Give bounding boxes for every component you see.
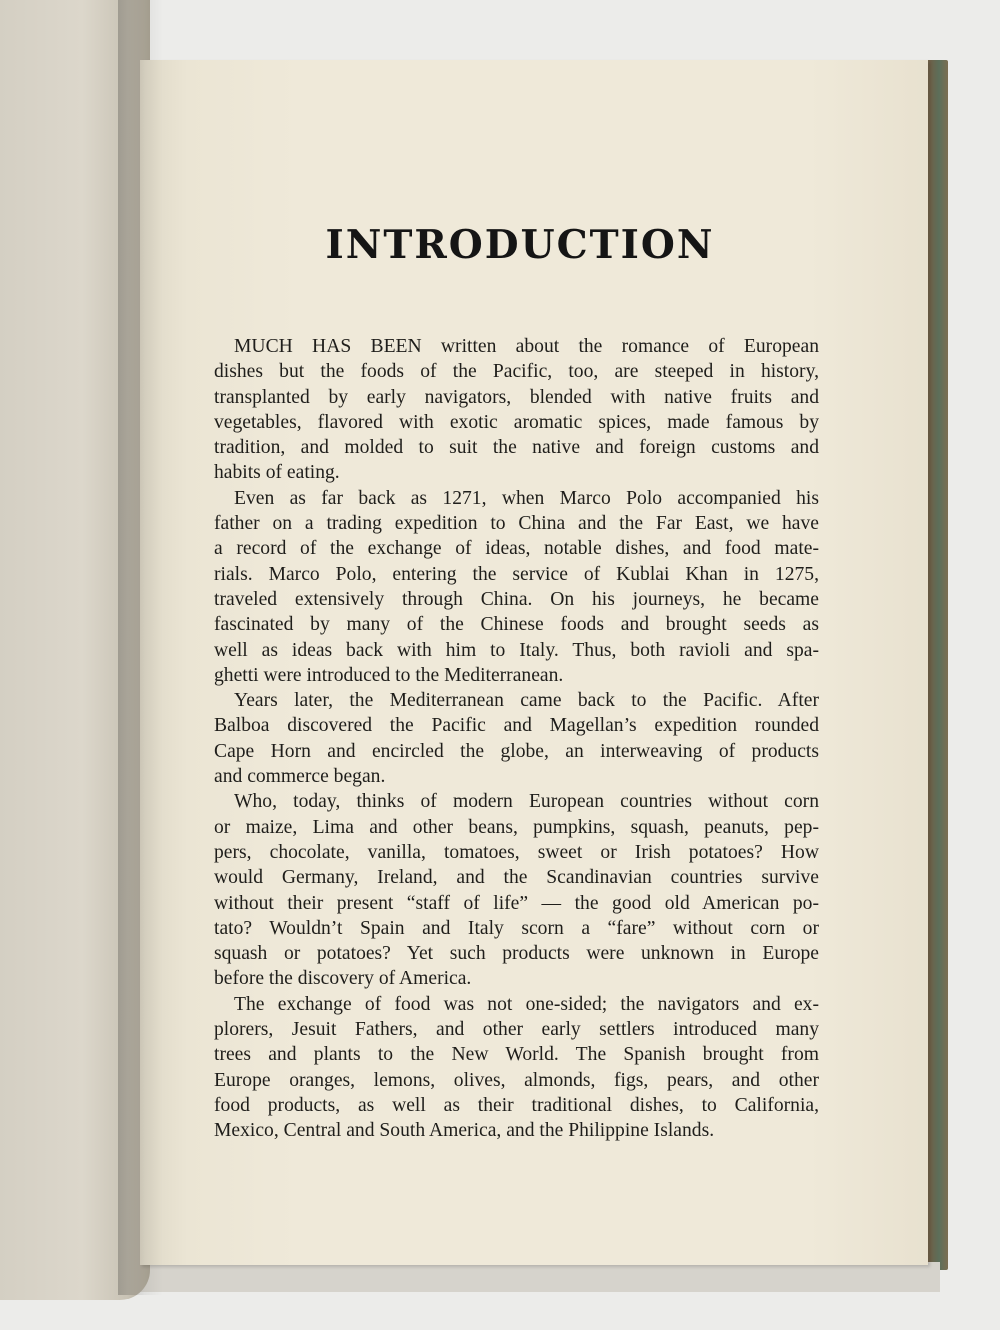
text-line: The exchange of food was not one-sided; the navigators and ex- — [234, 993, 819, 1015]
text-line: squash or potatoes? Yet such products were unknown in Europe — [214, 943, 819, 965]
paragraph — [214, 789, 819, 991]
book-gutter-shadow — [118, 0, 163, 1295]
text-line: plorers, Jesuit Fathers, and other early settlers introduced many — [214, 1019, 819, 1041]
text-line: without their present “staff of life” — the good old American po- — [214, 892, 819, 914]
paragraph — [214, 992, 819, 1144]
text-line: dishes but the foods of the Pacific, too, are steeped in history, — [214, 361, 819, 383]
text-line: transplanted by early navigators, blended with native fruits and — [214, 386, 819, 408]
text-line: Who, today, thinks of modern European countries without corn — [234, 791, 819, 813]
text-line: ghetti were introduced to the Mediterranean. — [214, 664, 564, 686]
text-line: food products, as well as their traditional dishes, to California, — [214, 1094, 819, 1116]
text-line: tato? Wouldn’t Spain and Italy scorn a “fare” without corn or — [214, 917, 819, 939]
text-line: father on a trading expedition to China and the Far East, we have — [214, 513, 819, 535]
text-line: and commerce began. — [214, 766, 386, 788]
page-title: INTRODUCTION — [325, 222, 715, 268]
text-line: Mexico, Central and South America, and the Philippine Islands. — [214, 1120, 715, 1142]
text-line: rials. Marco Polo, entering the service of Kublai Khan in 1275, — [214, 563, 819, 585]
paragraph — [214, 334, 819, 486]
text-line: habits of eating. — [214, 462, 340, 484]
text-line: Balboa discovered the Pacific and Magellan’s expedition rounded — [214, 715, 819, 737]
text-line: Years later, the Mediterranean came back to the Pacific. After — [234, 690, 819, 712]
text-line: before the discovery of America. — [214, 968, 472, 990]
text-line: fascinated by many of the Chinese foods and brought seeds as — [214, 614, 819, 636]
text-line: MUCH HAS BEEN written about the romance of European — [234, 336, 819, 357]
text-line: pers, chocolate, vanilla, tomatoes, sweet or Irish potatoes? How — [214, 841, 819, 863]
text-line: Even as far back as 1271, when Marco Polo accompanied his — [234, 487, 819, 509]
text-line: Cape Horn and encircled the globe, an interweaving of products — [214, 740, 819, 762]
text-line: would Germany, Ireland, and the Scandinavian countries survive — [214, 867, 819, 889]
text-line: trees and plants to the New World. The Spanish brought from — [214, 1044, 819, 1066]
text-line: vegetables, flavored with exotic aromatic spices, made famous by — [214, 411, 819, 433]
text-line: well as ideas back with him to Italy. Thus, both ravioli and spa- — [214, 639, 819, 661]
text-line: or maize, Lima and other beans, pumpkins, squash, peanuts, pep- — [214, 816, 819, 838]
text-line: a record of the exchange of ideas, notable dishes, and food mate- — [214, 538, 819, 560]
body-text — [214, 334, 819, 1144]
text-line: tradition, and molded to suit the native and foreign customs and — [214, 437, 819, 459]
text-line: traveled extensively through China. On his journeys, he became — [214, 588, 819, 610]
text-line: Europe oranges, lemons, olives, almonds, figs, pears, and other — [214, 1069, 819, 1091]
book-page-edges — [110, 1262, 940, 1292]
paragraph — [214, 486, 819, 688]
paragraph — [214, 688, 819, 789]
